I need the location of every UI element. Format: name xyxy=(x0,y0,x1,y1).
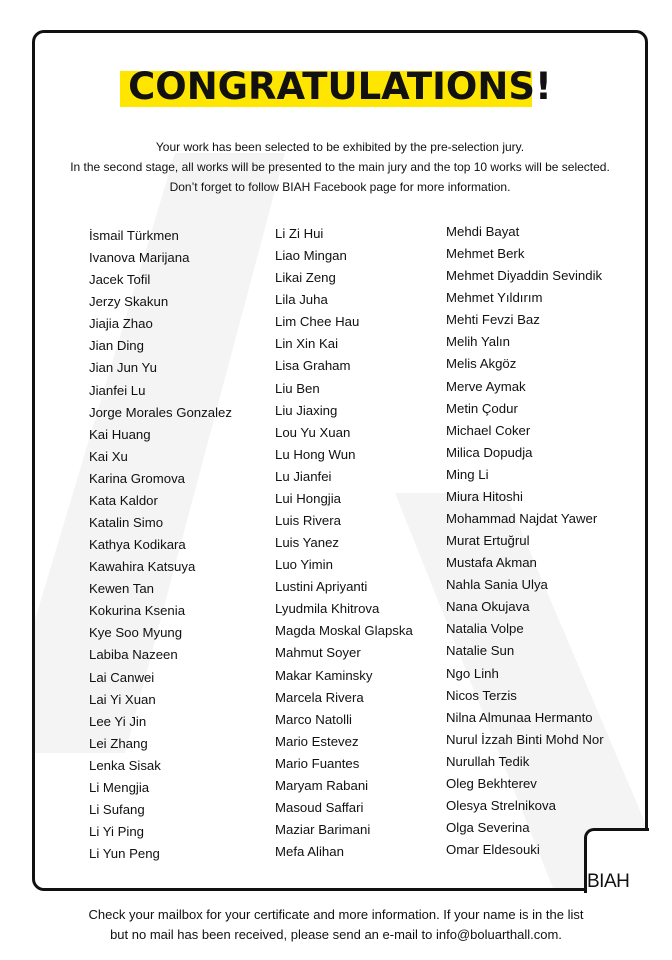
name-list-item: Lila Juha xyxy=(275,292,328,308)
name-list-item: Maryam Rabani xyxy=(275,777,369,793)
name-list-item: Lui Hongjia xyxy=(275,490,341,506)
name-list-item: Olesya Strelnikova xyxy=(446,798,556,814)
name-list-item: Mehmet Diyaddin Sevindik xyxy=(446,268,603,284)
name-list-item: Kokurina Ksenia xyxy=(89,603,186,619)
name-list-item: Nilna Almunaa Hermanto xyxy=(446,709,593,725)
name-list-item: Jiajia Zhao xyxy=(89,316,153,332)
name-list-item: Makar Kaminsky xyxy=(275,667,373,683)
name-list-item: Ngo Linh xyxy=(446,665,499,681)
name-list-item: İsmail Türkmen xyxy=(89,228,179,243)
intro-line-2: In the second stage, all works will be presented to the main jury and the top 10 works will be selected. xyxy=(70,160,610,174)
name-list-item: Liao Mingan xyxy=(275,248,347,264)
name-list-item: Jianfei Lu xyxy=(89,382,146,398)
name-list-item: Marcela Rivera xyxy=(275,689,364,705)
name-list-item: Omar Eldesouki xyxy=(446,842,540,858)
name-list-item: Melis Akgöz xyxy=(446,356,517,372)
names-column-3 xyxy=(446,221,604,861)
name-list-item: Luis Rivera xyxy=(275,513,341,529)
name-list-item: Murat Ertuğrul xyxy=(446,533,530,549)
name-list-item: Lim Chee Hau xyxy=(275,314,360,330)
name-list-item: Oleg Bekhterev xyxy=(446,775,537,791)
name-list-item: Merve Aymak xyxy=(446,378,526,394)
logo-text: BIAH xyxy=(587,871,630,892)
name-list-item: Kawahira Katsuya xyxy=(89,559,196,575)
name-list-item: Kathya Kodikara xyxy=(89,537,186,553)
name-list-item: Natalia Volpe xyxy=(446,621,524,637)
name-list-item: Natalie Sun xyxy=(446,643,515,659)
name-list-item: Li Yun Peng xyxy=(89,846,160,862)
name-list-item: Jacek Tofil xyxy=(89,272,151,288)
name-list-item: Lee Yi Jin xyxy=(89,713,147,729)
name-list-item: Nurul İzzah Binti Mohd Nor xyxy=(446,731,604,747)
name-list-item: Kai Huang xyxy=(89,426,151,442)
name-list-item: Marco Natolli xyxy=(275,711,352,727)
name-list-item: Mehti Fevzi Baz xyxy=(446,312,540,328)
name-list-item: Labiba Nazeen xyxy=(89,647,178,663)
name-list-item: Karina Gromova xyxy=(89,470,186,486)
names-column-1 xyxy=(89,225,232,865)
name-list-item: Luo Yimin xyxy=(275,557,333,573)
name-list-item: Lustini Apriyanti xyxy=(275,579,368,595)
name-list-item: Jorge Morales Gonzalez xyxy=(89,404,232,420)
name-list-item: Kewen Tan xyxy=(89,581,155,597)
name-list-item: Lai Canwei xyxy=(89,669,155,685)
name-list-item: Lisa Graham xyxy=(275,358,351,374)
name-list-item: Kata Kaldor xyxy=(89,492,158,508)
name-list-item: Michael Coker xyxy=(446,422,531,438)
intro-line-3: Don’t forget to follow BIAH Facebook page for more information. xyxy=(169,180,511,194)
name-list-item: Lou Yu Xuan xyxy=(275,424,351,440)
name-list-item: Kye Soo Myung xyxy=(89,625,183,641)
name-list-item: Mario Estevez xyxy=(275,733,359,749)
footer-line-2: but no mail has been received, please send an e-mail to info@boluarthall.com. xyxy=(110,927,562,942)
name-list-item: Lin Xin Kai xyxy=(275,336,339,352)
name-list-item: Nahla Sania Ulya xyxy=(446,577,548,593)
name-list-item: Ming Li xyxy=(446,466,489,482)
name-list-item: Maziar Barimani xyxy=(275,822,371,838)
name-list-item: Lyudmila Khitrova xyxy=(275,601,380,617)
name-list-item: Kai Xu xyxy=(89,448,128,464)
name-list-item: Mehmet Berk xyxy=(446,246,525,262)
announcement-card xyxy=(32,30,648,891)
name-list-item: Miura Hitoshi xyxy=(446,488,523,504)
name-list-item: Li Sufang xyxy=(89,802,145,818)
biah-logo xyxy=(584,828,649,893)
name-list-item: Mehdi Bayat xyxy=(446,224,520,239)
name-list-item: Nana Okujava xyxy=(446,599,530,615)
name-list-item: Liu Jiaxing xyxy=(275,402,338,418)
name-list-item: Lu Hong Wun xyxy=(275,446,356,462)
name-list-item: Magda Moskal Glapska xyxy=(275,623,413,639)
name-list-item: Jerzy Skakun xyxy=(89,294,169,310)
name-list-item: Lenka Sisak xyxy=(89,757,161,773)
name-list-item: Mehmet Yıldırım xyxy=(446,290,543,306)
name-list-item: Jian Ding xyxy=(89,338,144,354)
name-list-item: Likai Zeng xyxy=(275,270,336,286)
footer-note xyxy=(0,905,672,945)
title-text: CONGRATULATIONS! xyxy=(128,65,552,108)
name-list-item: Masoud Saffari xyxy=(275,800,364,816)
name-list-item: Li Zi Hui xyxy=(275,226,324,241)
names-column-2 xyxy=(275,223,413,863)
name-list-item: Mario Fuantes xyxy=(275,755,360,771)
name-list-item: Ivanova Marijana xyxy=(89,250,190,266)
name-list-item: Lu Jianfei xyxy=(275,468,332,484)
name-list-item: Luis Yanez xyxy=(275,535,340,551)
name-list-item: Nurullah Tedik xyxy=(446,753,530,769)
name-list-item: Nicos Terzis xyxy=(446,687,517,703)
name-list-item: Mohammad Najdat Yawer xyxy=(446,511,598,527)
name-list-item: Mefa Alihan xyxy=(275,844,344,860)
name-list-item: Olga Severina xyxy=(446,820,530,836)
name-list-item: Mahmut Soyer xyxy=(275,645,361,661)
name-list-item: Lei Zhang xyxy=(89,735,148,751)
name-list-item: Metin Çodur xyxy=(446,400,518,416)
footer-line-1: Check your mailbox for your certificate and more information. If your name is in the list xyxy=(88,907,584,922)
name-list-item: Katalin Simo xyxy=(89,515,164,531)
name-list-item: Melih Yalın xyxy=(446,334,511,350)
name-list-item: Liu Ben xyxy=(275,380,320,396)
name-list-item: Milica Dopudja xyxy=(446,444,533,460)
intro-line-1: Your work has been selected to be exhibited by the pre-selection jury. xyxy=(155,140,525,154)
page-title xyxy=(120,63,560,111)
name-list-item: Mustafa Akman xyxy=(446,555,537,571)
intro-text xyxy=(35,137,645,197)
name-list-item: Lai Yi Xuan xyxy=(89,691,156,707)
name-list-item: Jian Jun Yu xyxy=(89,360,157,376)
name-list-item: Li Yi Ping xyxy=(89,824,144,840)
name-list-item: Li Mengjia xyxy=(89,779,150,795)
title-wrapper xyxy=(35,63,645,111)
